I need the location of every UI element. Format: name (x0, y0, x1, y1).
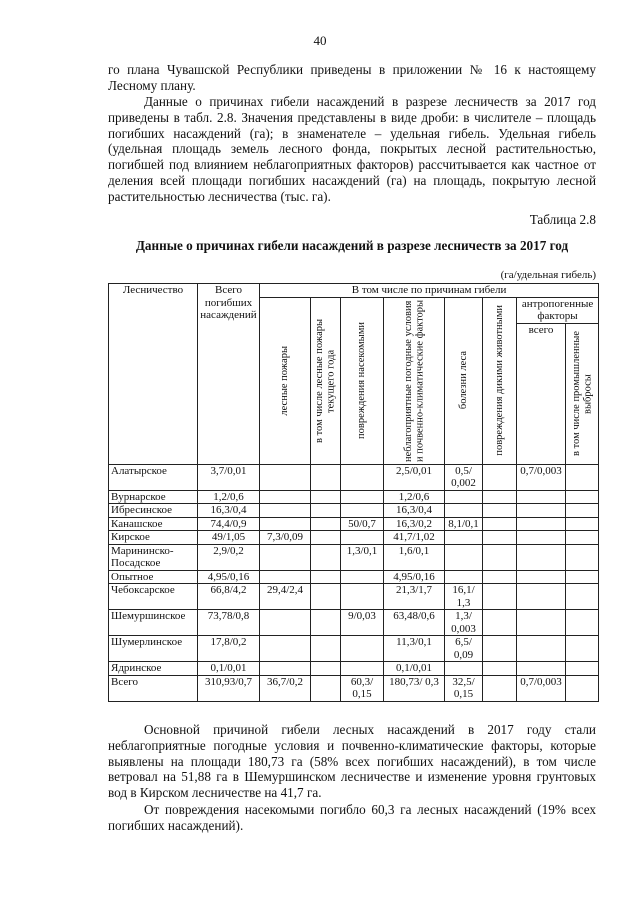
cell-weather: 1,6/0,1 (384, 544, 445, 570)
cell-total: 2,9/0,2 (198, 544, 260, 570)
row-forestry-name: Чебоксарское (109, 584, 198, 610)
cell-fires: 7,3/0,09 (260, 531, 311, 545)
cell-industrial (566, 464, 599, 490)
row-forestry-name: Шумерлинское (109, 636, 198, 662)
cell-anthro (517, 636, 566, 662)
cell-industrial (566, 675, 599, 701)
header-incl-reasons: В том числе по причинам гибели (260, 284, 599, 298)
cell-disease: 32,5/ 0,15 (445, 675, 483, 701)
cell-industrial (566, 504, 599, 518)
cell-anthro (517, 517, 566, 531)
cell-insects: 1,3/0,1 (341, 544, 384, 570)
cell-anthro (517, 610, 566, 636)
cell-anthro (517, 490, 566, 504)
cell-fires (260, 490, 311, 504)
cell-disease: 1,3/ 0,003 (445, 610, 483, 636)
cell-fires-current (311, 504, 341, 518)
row-forestry-name: Канашское (109, 517, 198, 531)
cell-industrial (566, 610, 599, 636)
cell-disease (445, 662, 483, 676)
cell-fires-current (311, 636, 341, 662)
cell-fires-current (311, 610, 341, 636)
cell-weather: 63,48/0,6 (384, 610, 445, 636)
table-row (109, 675, 599, 701)
cell-fires (260, 517, 311, 531)
cell-fires: 29,4/2,4 (260, 584, 311, 610)
cell-weather: 16,3/0,2 (384, 517, 445, 531)
header-fires: лесные пожары (260, 297, 311, 464)
header-anthro-total: всего (517, 323, 566, 464)
row-forestry-name: Ибресинское (109, 504, 198, 518)
cell-industrial (566, 570, 599, 584)
row-forestry-name: Марининско-Посадское (109, 544, 198, 570)
cell-anthro (517, 662, 566, 676)
cell-weather: 16,3/0,4 (384, 504, 445, 518)
cell-total: 17,8/0,2 (198, 636, 260, 662)
cell-fires-current (311, 584, 341, 610)
cell-total: 49/1,05 (198, 531, 260, 545)
cell-insects (341, 570, 384, 584)
cell-fires-current (311, 675, 341, 701)
row-forestry-name: Опытное (109, 570, 198, 584)
table-number: Таблица 2.8 (529, 212, 596, 227)
header-disease: болезни леса (445, 297, 483, 464)
cell-total: 3,7/0,01 (198, 464, 260, 490)
row-forestry-name: Кирское (109, 531, 198, 545)
header-fires-current: в том числе лесные пожары текущего года (311, 297, 341, 464)
cell-fires-current (311, 464, 341, 490)
cell-weather: 11,3/0,1 (384, 636, 445, 662)
cell-animals (483, 636, 517, 662)
cell-animals (483, 504, 517, 518)
table-row (109, 517, 599, 531)
cell-animals (483, 570, 517, 584)
cell-insects (341, 584, 384, 610)
cell-fires-current (311, 662, 341, 676)
cell-fires (260, 662, 311, 676)
cell-insects (341, 662, 384, 676)
causes-table (108, 283, 599, 702)
cell-disease: 0,5/ 0,002 (445, 464, 483, 490)
cell-total: 73,78/0,8 (198, 610, 260, 636)
cell-industrial (566, 544, 599, 570)
cell-fires-current (311, 531, 341, 545)
cell-total: 74,4/0,9 (198, 517, 260, 531)
cell-fires-current (311, 490, 341, 504)
cell-animals (483, 584, 517, 610)
table-row (109, 504, 599, 518)
cell-disease (445, 544, 483, 570)
header-forestry: Лесничество (109, 284, 198, 465)
table-row (109, 636, 599, 662)
table-row (109, 610, 599, 636)
cell-disease (445, 570, 483, 584)
cell-disease: 16,1/ 1,3 (445, 584, 483, 610)
cell-insects (341, 464, 384, 490)
header-anthropogenic: антропогенные факторы (517, 297, 599, 323)
cell-industrial (566, 517, 599, 531)
table-row (109, 464, 599, 490)
cell-total: 16,3/0,4 (198, 504, 260, 518)
cell-insects: 60,3/ 0,15 (341, 675, 384, 701)
paragraph-1: го плана Чувашской Республики приведены в приложении № 16 к настоящему Лесному плану. (108, 62, 596, 93)
table-row (109, 662, 599, 676)
cell-weather: 4,95/0,16 (384, 570, 445, 584)
cell-anthro (517, 584, 566, 610)
table-row (109, 544, 599, 570)
row-forestry-name: Вурнарское (109, 490, 198, 504)
cell-weather: 2,5/0,01 (384, 464, 445, 490)
cell-disease: 6,5/ 0,09 (445, 636, 483, 662)
row-forestry-name: Всего (109, 675, 198, 701)
cell-anthro: 0,7/0,003 (517, 464, 566, 490)
cell-animals (483, 544, 517, 570)
table-row (109, 531, 599, 545)
cell-fires (260, 570, 311, 584)
cell-fires-current (311, 517, 341, 531)
cell-fires (260, 464, 311, 490)
row-forestry-name: Алатырское (109, 464, 198, 490)
row-forestry-name: Шемуршинское (109, 610, 198, 636)
cell-fires (260, 610, 311, 636)
table-title: Данные о причинах гибели насаждений в разрезе лесничеств за 2017 год (135, 238, 569, 253)
cell-animals (483, 464, 517, 490)
cell-anthro (517, 544, 566, 570)
cell-industrial (566, 490, 599, 504)
cell-animals (483, 490, 517, 504)
paragraph-4: От повреждения насекомыми погибло 60,3 га лесных насаждений (19% всех погибших насаждений). (108, 802, 596, 833)
cell-weather: 21,3/1,7 (384, 584, 445, 610)
cell-insects (341, 636, 384, 662)
cell-animals (483, 531, 517, 545)
page-number: 40 (313, 33, 327, 48)
cell-anthro (517, 570, 566, 584)
cell-fires: 36,7/0,2 (260, 675, 311, 701)
cell-weather: 41,7/1,02 (384, 531, 445, 545)
cell-industrial (566, 584, 599, 610)
cell-fires (260, 544, 311, 570)
cell-disease: 8,1/0,1 (445, 517, 483, 531)
cell-total: 1,2/0,6 (198, 490, 260, 504)
cell-total: 4,95/0,16 (198, 570, 260, 584)
paragraph-2: Данные о причинах гибели насаждений в разрезе лесничеств за 2017 год приведены в табл. 2.8. Значения представлены в виде дроби: в числителе – площадь погибших насаждений (га); в знаменателе – удельная гибель. Удельная гибель (удельная площадь земель лесного фонда, покрытых лесной растительностью, погибшей под влиянием неблагоприятных факторов) рассчитывается как частное от деления всей площади погибших насаждений (га) на площадь, покрытую лесной растительностью лесничества (тыс. га). (108, 94, 596, 204)
header-weather: неблагоприятные погодные условия и почвенно-климатические факторы (384, 297, 445, 464)
paragraph-3: Основной причиной гибели лесных насаждений в 2017 году стали неблагоприятные погодные условия и почвенно-климатические факторы, которые выявлены на площади 180,73 га (58% всех погибших насаждений), в том числе ветровал на 51,88 га в Шемуршинском лесничестве и изменение уровня грунтовых вод в Кирском лесничестве на 41,7 га. (108, 722, 596, 801)
cell-insects (341, 531, 384, 545)
cell-insects (341, 490, 384, 504)
cell-weather: 1,2/0,6 (384, 490, 445, 504)
cell-anthro (517, 504, 566, 518)
table-row (109, 490, 599, 504)
cell-anthro: 0,7/0,003 (517, 675, 566, 701)
cell-fires (260, 636, 311, 662)
cell-weather: 0,1/0,01 (384, 662, 445, 676)
cell-disease (445, 531, 483, 545)
cell-fires-current (311, 570, 341, 584)
cell-insects (341, 504, 384, 518)
cell-total: 66,8/4,2 (198, 584, 260, 610)
cell-disease (445, 490, 483, 504)
cell-fires (260, 504, 311, 518)
cell-total: 0,1/0,01 (198, 662, 260, 676)
row-forestry-name: Ядринское (109, 662, 198, 676)
header-insects: повреждения насекомыми (341, 297, 384, 464)
cell-industrial (566, 531, 599, 545)
cell-disease (445, 504, 483, 518)
header-animals: повреждения дикими животными (483, 297, 517, 464)
cell-insects: 9/0,03 (341, 610, 384, 636)
cell-weather: 180,73/ 0,3 (384, 675, 445, 701)
table-unit: (га/удельная гибель) (500, 269, 596, 281)
cell-animals (483, 662, 517, 676)
header-total: Всего погибших насаждений (198, 284, 260, 465)
cell-fires-current (311, 544, 341, 570)
table-row (109, 584, 599, 610)
cell-insects: 50/0,7 (341, 517, 384, 531)
cell-animals (483, 517, 517, 531)
cell-anthro (517, 531, 566, 545)
cell-industrial (566, 636, 599, 662)
cell-total: 310,93/0,7 (198, 675, 260, 701)
cell-animals (483, 675, 517, 701)
cell-industrial (566, 662, 599, 676)
header-industrial: в том числе промышленные выбросы (566, 323, 599, 464)
cell-animals (483, 610, 517, 636)
table-row (109, 570, 599, 584)
